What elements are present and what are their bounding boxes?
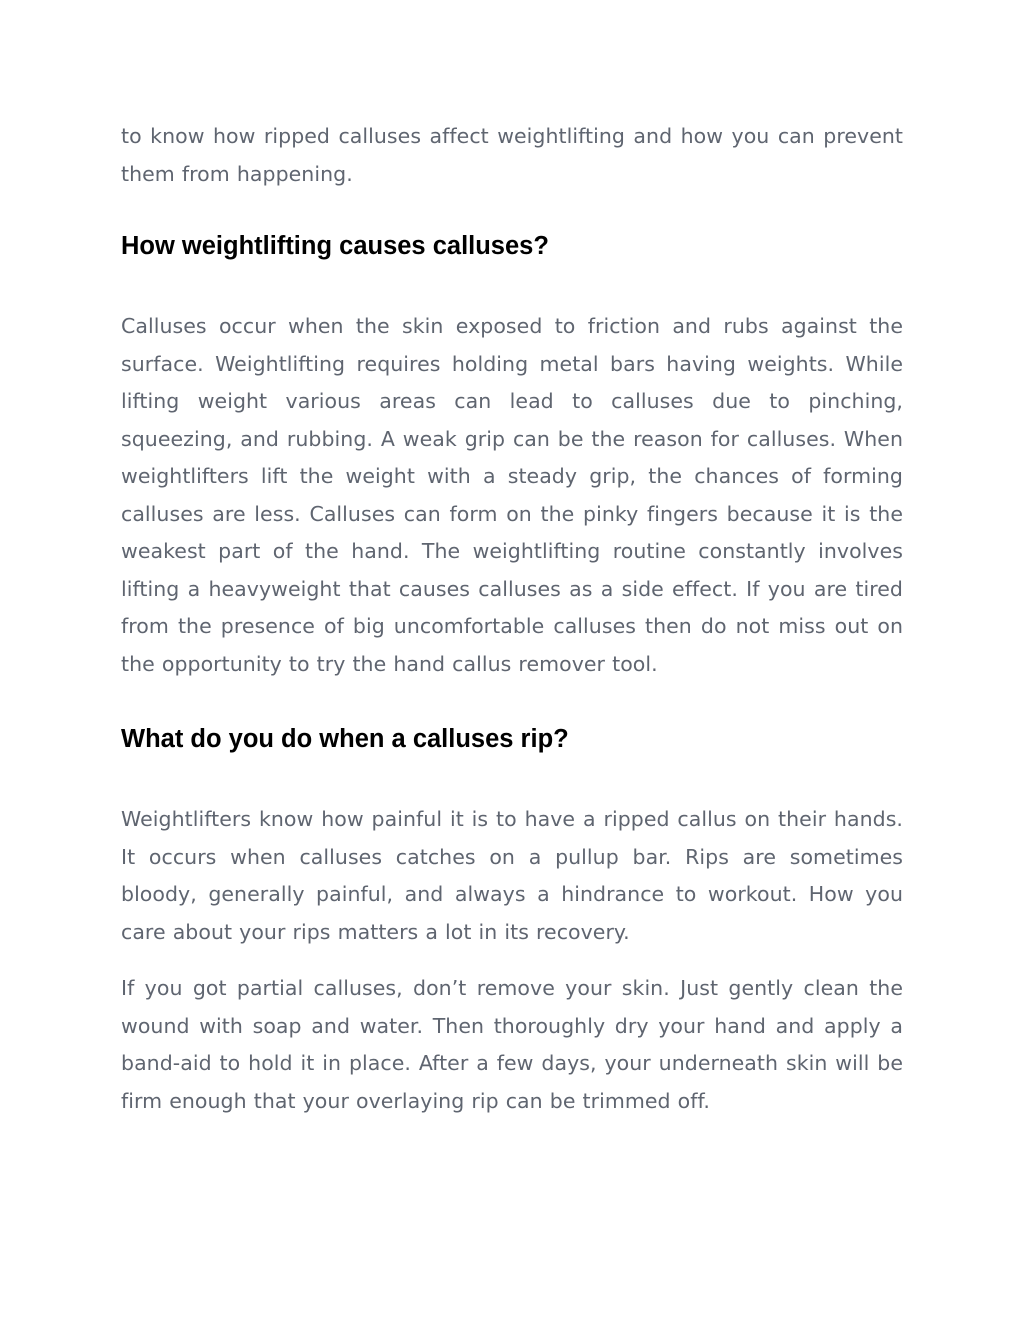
rip-paragraph-1: Weightlifters know how painful it is to have a ripped callus on their hands. It occurs when calluses catches on a pullup bar. Rips are sometimes bloody, generally painful, and always a hindrance to workout. How you care about your rips matters a lot in its recovery. xyxy=(121,807,903,944)
rip-paragraph-2: If you got partial calluses, don’t remove your skin. Just gently clean the wound with soap and water. Then thoroughly dry your hand and apply a band-aid to hold it in place. After a few days, your underneath skin will be firm enough that your overlaying rip can be trimmed off. xyxy=(121,976,903,1113)
section-heading-causes: How weightlifting causes calluses? xyxy=(121,232,549,260)
section-heading-rip: What do you do when a calluses rip? xyxy=(121,725,569,753)
causes-paragraph: Calluses occur when the skin exposed to friction and rubs against the surface. Weightlifting requires holding metal bars having weights. While lifting weight various areas can lead to calluses due to pinching, squeezing, and rubbing. A weak grip can be the reason for calluses. When weightlifters lift the weight with a steady grip, the chances of forming calluses are less. Calluses can form on the pinky fingers because it is the weakest part of the hand. The weightlifting routine constantly involves lifting a heavyweight that causes calluses as a side effect. If you are tired from the presence of big uncomfortable calluses then do not miss out on the opportunity to try the hand callus remover tool. xyxy=(121,314,903,676)
document-page xyxy=(121,118,903,1120)
intro-paragraph: to know how ripped calluses affect weightlifting and how you can prevent them from happening. xyxy=(121,124,903,186)
